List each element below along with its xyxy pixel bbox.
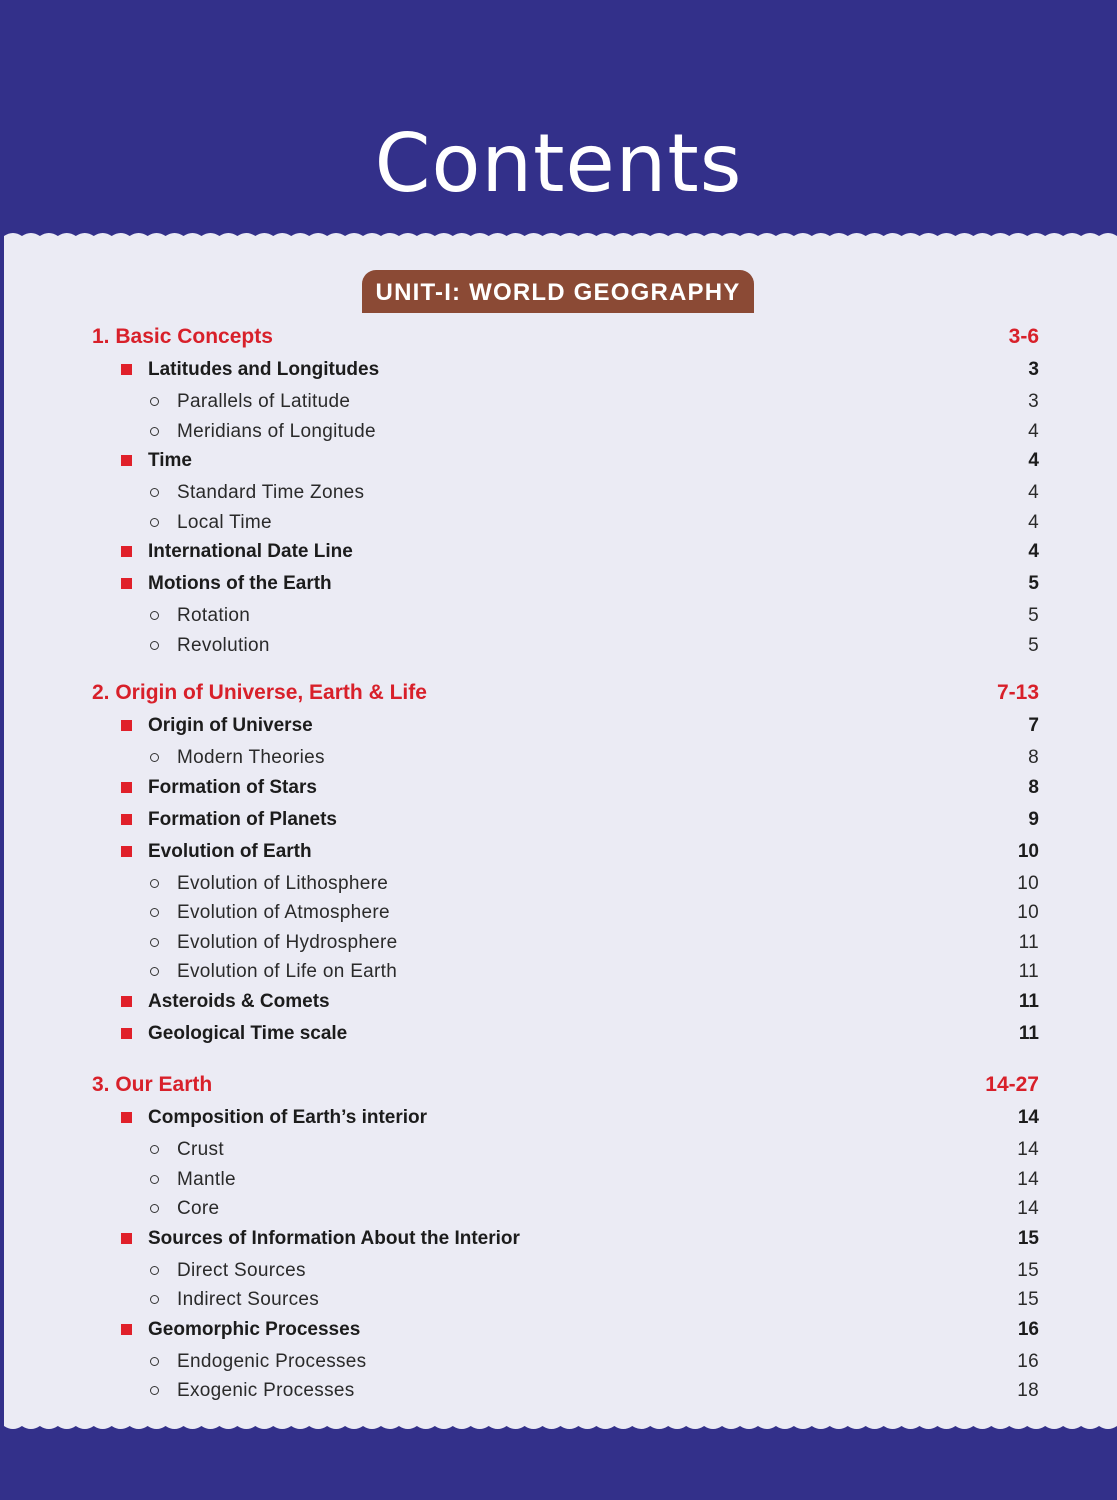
toc-subsection [0, 388, 1117, 418]
section-title: Time [148, 450, 193, 471]
subsection-page: 4 [1028, 511, 1039, 533]
subsection-page: 15 [1017, 1289, 1039, 1310]
square-bullet-icon [121, 720, 132, 731]
chapter-title: 2. Origin of Universe, Earth & Life [92, 681, 427, 704]
circle-bullet-icon [150, 1386, 159, 1395]
section-title: Composition of Earth’s interior [148, 1107, 428, 1128]
toc-section [0, 806, 1117, 836]
subsection-page: 3 [1028, 391, 1039, 412]
subsection-title: Parallels of Latitude [177, 391, 351, 412]
section-page: 11 [1018, 1022, 1039, 1044]
toc-section [0, 570, 1117, 600]
subsection-title: Evolution of Life on Earth [177, 961, 398, 982]
chapter-pages: 7-13 [996, 681, 1039, 704]
section-page: 9 [1028, 808, 1039, 830]
section-title: Formation of Stars [148, 776, 317, 798]
section-title: Formation of Planets [148, 808, 337, 830]
circle-bullet-icon [150, 518, 159, 527]
section-page: 4 [1028, 541, 1039, 562]
toc-subsection [0, 1166, 1117, 1196]
toc-chapter [0, 678, 1117, 708]
toc-subsection [0, 509, 1117, 539]
circle-bullet-icon [150, 753, 159, 762]
square-bullet-icon [121, 1324, 132, 1335]
subsection-page: 14 [1017, 1198, 1039, 1219]
toc-subsection [0, 418, 1117, 448]
circle-bullet-icon [150, 611, 159, 620]
subsection-title: Modern Theories [177, 747, 325, 768]
subsection-title: Standard Time Zones [177, 482, 365, 503]
toc-subsection [0, 899, 1117, 929]
section-title: Geomorphic Processes [148, 1318, 361, 1340]
section-title: Origin of Universe [148, 715, 313, 736]
circle-bullet-icon [150, 967, 159, 976]
subsection-page: 5 [1028, 634, 1039, 656]
toc-section [0, 774, 1117, 804]
section-page: 8 [1028, 776, 1039, 798]
section-page: 14 [1017, 1107, 1039, 1128]
section-title: International Date Line [148, 541, 353, 562]
scalloped-edge-top [4, 230, 1117, 242]
circle-bullet-icon [150, 908, 159, 917]
subsection-page: 8 [1028, 747, 1039, 768]
square-bullet-icon [121, 455, 132, 466]
square-bullet-icon [121, 1028, 132, 1039]
square-bullet-icon [121, 846, 132, 857]
subsection-page: 10 [1017, 902, 1039, 923]
subsection-title: Direct Sources [177, 1259, 306, 1281]
square-bullet-icon [121, 814, 132, 825]
subsection-page: 15 [1017, 1259, 1039, 1281]
subsection-page: 11 [1018, 961, 1039, 982]
subsection-title: Local Time [177, 511, 272, 533]
toc-subsection [0, 479, 1117, 509]
circle-bullet-icon [150, 397, 159, 406]
chapter-pages: 3-6 [1008, 325, 1039, 348]
toc-subsection [0, 929, 1117, 959]
circle-bullet-icon [150, 1145, 159, 1154]
square-bullet-icon [121, 364, 132, 375]
page-title: Contents [374, 117, 743, 210]
subsection-title: Evolution of Atmosphere [177, 902, 390, 923]
toc-section [0, 447, 1117, 477]
square-bullet-icon [121, 546, 132, 557]
toc-subsection [0, 1257, 1117, 1287]
toc-section [0, 838, 1117, 868]
section-page: 16 [1017, 1318, 1039, 1340]
subsection-title: Evolution of Hydrosphere [177, 931, 398, 953]
toc-subsection [0, 870, 1117, 900]
subsection-page: 16 [1017, 1350, 1039, 1372]
square-bullet-icon [121, 782, 132, 793]
section-page: 11 [1018, 990, 1039, 1012]
section-title: Sources of Information About the Interior [148, 1227, 520, 1249]
chapter-title: 3. Our Earth [92, 1073, 213, 1096]
toc-subsection [0, 602, 1117, 632]
toc-subsection [0, 958, 1117, 988]
unit-heading: UNIT-I: WORLD GEOGRAPHY [362, 270, 754, 313]
subsection-page: 5 [1028, 605, 1039, 626]
toc-section [0, 538, 1117, 568]
subsection-title: Revolution [177, 634, 270, 656]
subsection-title: Exogenic Processes [177, 1380, 355, 1401]
chapter-pages: 14-27 [985, 1073, 1039, 1096]
square-bullet-icon [121, 578, 132, 589]
subsection-title: Evolution of Lithosphere [177, 872, 389, 894]
subsection-page: 18 [1017, 1380, 1039, 1401]
square-bullet-icon [121, 1233, 132, 1244]
circle-bullet-icon [150, 427, 159, 436]
subsection-title: Core [177, 1198, 220, 1219]
section-page: 4 [1028, 450, 1039, 471]
subsection-title: Indirect Sources [177, 1289, 320, 1310]
toc-chapter [0, 322, 1117, 352]
square-bullet-icon [121, 1112, 132, 1123]
toc-chapter [0, 1070, 1117, 1100]
section-page: 5 [1028, 573, 1039, 594]
subsection-page: 4 [1028, 420, 1039, 442]
toc-section [0, 712, 1117, 742]
circle-bullet-icon [150, 641, 159, 650]
subsection-title: Endogenic Processes [177, 1350, 367, 1372]
toc-section [0, 988, 1117, 1018]
toc-subsection [0, 1195, 1117, 1225]
subsection-title: Mantle [177, 1168, 236, 1190]
circle-bullet-icon [150, 938, 159, 947]
toc-subsection [0, 1286, 1117, 1316]
square-bullet-icon [121, 996, 132, 1007]
subsection-title: Crust [177, 1139, 224, 1160]
circle-bullet-icon [150, 488, 159, 497]
toc-subsection [0, 1136, 1117, 1166]
toc-section [0, 1020, 1117, 1050]
section-title: Motions of the Earth [148, 573, 332, 594]
subsection-title: Rotation [177, 605, 251, 626]
toc-section [0, 356, 1117, 386]
subsection-page: 14 [1017, 1139, 1039, 1160]
section-title: Asteroids & Comets [148, 990, 330, 1012]
section-page: 10 [1017, 840, 1039, 862]
section-page: 3 [1028, 359, 1039, 380]
subsection-page: 14 [1017, 1168, 1039, 1190]
toc-section [0, 1104, 1117, 1134]
footer-band [4, 1430, 1117, 1500]
toc-subsection [0, 744, 1117, 774]
section-title: Evolution of Earth [148, 840, 312, 862]
toc-subsection [0, 632, 1117, 662]
circle-bullet-icon [150, 1204, 159, 1213]
toc-subsection [0, 1377, 1117, 1407]
subsection-page: 11 [1018, 931, 1039, 953]
circle-bullet-icon [150, 1175, 159, 1184]
section-title: Latitudes and Longitudes [148, 359, 380, 380]
circle-bullet-icon [150, 1295, 159, 1304]
circle-bullet-icon [150, 879, 159, 888]
subsection-title: Meridians of Longitude [177, 420, 376, 442]
circle-bullet-icon [150, 1357, 159, 1366]
toc-section [0, 1316, 1117, 1346]
section-page: 15 [1017, 1227, 1039, 1249]
subsection-page: 4 [1028, 482, 1039, 503]
chapter-title: 1. Basic Concepts [92, 325, 273, 348]
circle-bullet-icon [150, 1266, 159, 1275]
toc-subsection [0, 1348, 1117, 1378]
section-title: Geological Time scale [148, 1022, 348, 1044]
section-page: 7 [1028, 715, 1039, 736]
toc-section [0, 1225, 1117, 1255]
subsection-page: 10 [1017, 872, 1039, 894]
